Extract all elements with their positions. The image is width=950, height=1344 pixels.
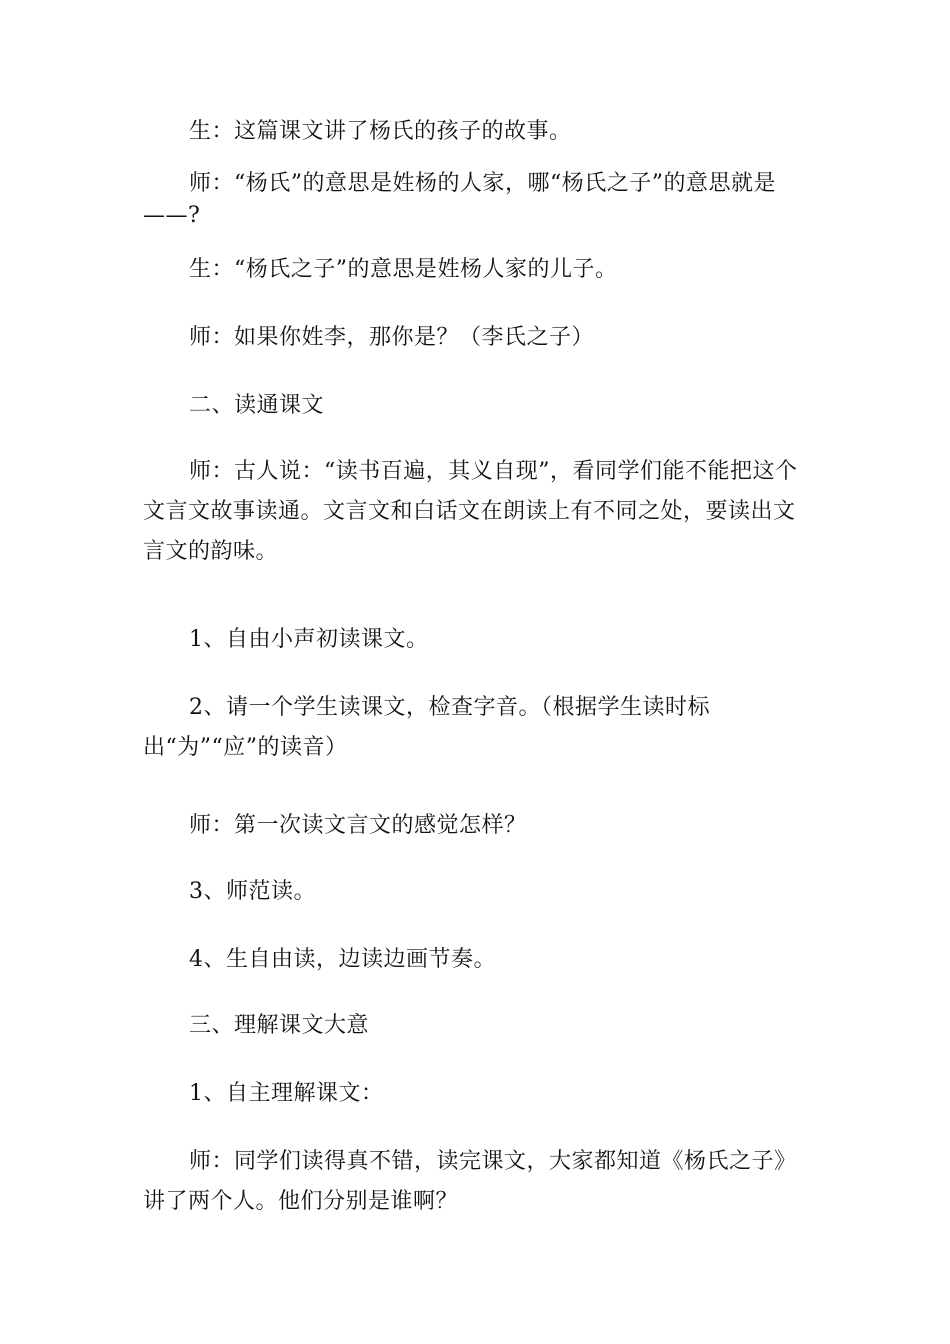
section-heading-understand: 三、理解课文大意 [189,1013,370,1038]
list-item-self-understand: 1、自主理解课文： [189,1081,384,1106]
paragraph-student-story: 生：这篇课文讲了杨氏的孩子的故事。 [189,119,572,144]
paragraph-teacher-feeling-question: 师：第一次读文言文的感觉怎样？ [189,813,527,838]
list-item-step-4: 4、生自由读，边读边画节奏。 [189,947,496,972]
paragraph-teacher-yangshi-meaning: 师：“杨氏”的意思是姓杨的人家，哪“杨氏之子”的意思就是——? [143,171,776,228]
paragraph-teacher-ancient-saying: 师：古人说：“读书百遍，其义自现”，看同学们能不能把这个文言文故事读通。文言文和白话文在朗读上有不同之处，要读出文言文的韵味。 [143,459,798,564]
list-item-step-3: 3、师范读。 [189,879,316,904]
section-heading-read-through: 二、读通课文 [189,393,325,418]
paragraph-teacher-li-question: 师：如果你姓李，那你是？（李氏之子） [189,325,595,350]
list-item-step-2: 2、请一个学生读课文，检查字音。（根据学生读时标出“为”“应”的读音） [143,695,710,760]
paragraph-teacher-two-people: 师：同学们读得真不错，读完课文，大家都知道《杨氏之子》讲了两个人。他们分别是谁啊？ [143,1149,797,1214]
paragraph-student-son-meaning: 生：“杨氏之子”的意思是姓杨人家的儿子。 [189,257,618,282]
list-item-step-1: 1、自由小声初读课文。 [189,627,429,652]
